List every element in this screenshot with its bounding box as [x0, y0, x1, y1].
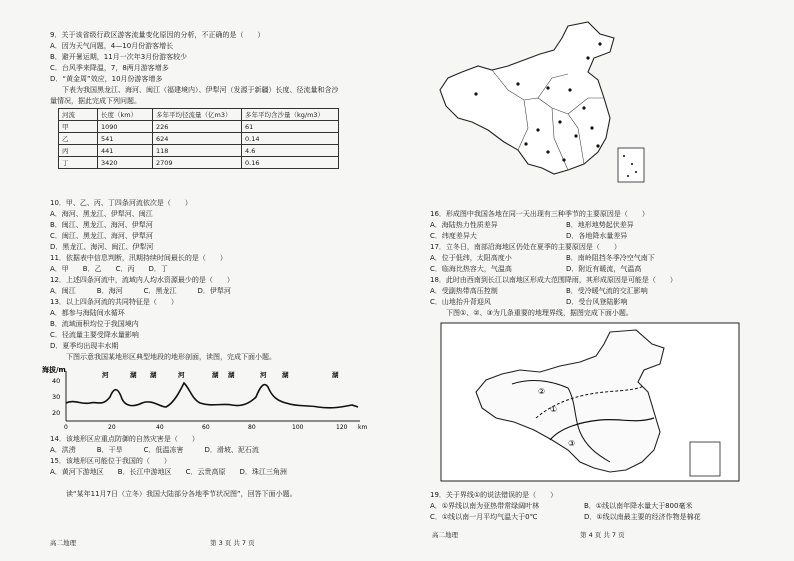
table-cell: 乙 — [59, 133, 98, 145]
q13-stem: 13．以上四条河流的共同特征是（ ） — [50, 298, 178, 306]
q17-option-a: A．位于低纬，太阳高度小 — [430, 254, 512, 262]
table-cell: 3420 — [98, 157, 153, 169]
profile-ytick: 40 — [52, 377, 61, 385]
q14-stem: 14．该地形区应重点防御的自然灾害是（ ） — [50, 435, 199, 443]
profile-ytick: 20 — [52, 409, 61, 417]
footer-page: 第 4 页 共 7 页 — [580, 531, 625, 539]
boundary-label-2: ② — [538, 387, 546, 396]
q19-option-d: D．①线以南最主要的经济作物是棉花 — [584, 513, 701, 521]
river-table — [58, 108, 339, 169]
q9-option-a: A．因为天气问题，4—10月份游客增长 — [50, 42, 174, 50]
profile-label: 湖 — [282, 371, 289, 379]
table-intro-2: 量情况，据此完成下列问题。 — [50, 97, 141, 105]
profile-xtick: 0 — [64, 424, 68, 431]
profile-xtick: 120 — [336, 424, 348, 431]
q16-option-d: D．各地降水量差异 — [566, 232, 628, 240]
table-cell: 4.6 — [242, 145, 339, 157]
table-cell: 0.16 — [242, 157, 339, 169]
boundary-label-3: ③ — [568, 439, 576, 448]
table-cell: 0.14 — [242, 133, 339, 145]
table-header: 长度（km） — [98, 109, 153, 121]
q19-option-c: C．①线以南一月平均气温大于0℃ — [430, 513, 538, 521]
q17-option-b: B．南岭阻挡冬季冷空气南下 — [566, 254, 655, 262]
q9-stem: 9．关于该省级行政区游客流量变化原因的分析，不正确的是（ ） — [50, 31, 265, 39]
profile-label: 湖 — [130, 371, 137, 379]
q10-option-c: C．闽江、黑龙江、海河、伊犁河 — [50, 232, 153, 240]
q9-option-c: C．台风季来降温，7，8两月游客增多 — [50, 64, 169, 72]
profile-xunit: km — [358, 424, 368, 431]
q19-option-b: B．①线以南年降水量大于800毫米 — [584, 502, 693, 510]
q18-stem: 18．此时由西南到长江以南地区形成大范围降雨，其形成原因是可能是（ ） — [430, 276, 677, 284]
table-intro-1: 下表为我国黑龙江、海河、闽江（福建境内）、伊犁河（发源于新疆）长度、径流量和含沙 — [62, 86, 339, 94]
q11-stem: 11．依据表中信息判断，汛期持续时间最长的是（ ） — [50, 254, 227, 262]
footer-page: 第 3 页 共 7 页 — [210, 539, 255, 547]
q13-option-a: A．都参与海陆间水循环 — [50, 309, 125, 317]
profile-xtick: 40 — [156, 424, 164, 431]
q19-option-a: A．①界线以南为亚热带常绿阔叶林 — [430, 502, 540, 510]
q13-option-c: C．径流量主要受降水量影响 — [50, 331, 139, 339]
table-row — [59, 145, 339, 157]
table-row — [59, 121, 339, 133]
q17-stem: 17．立冬日，南部沿海地区仍处在夏季的主要原因是（ ） — [430, 243, 621, 251]
q9-option-b: B．避开暑运期，11月一次年3月份游客较少 — [50, 53, 188, 61]
profile-xtick: 80 — [248, 424, 256, 431]
table-header-row — [59, 109, 339, 121]
footer-subject: 高二地理 — [50, 539, 76, 547]
q17-option-d: D．附近有暖流，气温高 — [566, 265, 642, 273]
table-row — [59, 133, 339, 145]
table-header: 多年平均含沙量（kg/m3） — [242, 109, 339, 121]
boundary-label-1: ① — [550, 405, 558, 414]
table-cell: 2709 — [153, 157, 242, 169]
table-cell: 441 — [98, 145, 153, 157]
q13-option-b: B．流域面积均位于我国境内 — [50, 320, 139, 328]
season-status-map — [428, 18, 658, 193]
q18-option-b: B．受冷暖气流的交汇影响 — [566, 287, 648, 295]
profile-label: 河 — [178, 371, 185, 379]
q16-option-a: A．海陆热力性质差异 — [430, 221, 498, 229]
table-cell: 1090 — [98, 121, 153, 133]
q10-option-b: B．闽江、黑龙江、海河、伊犁河 — [50, 221, 153, 229]
q12-stem: 12．上述四条河流中，流域内人均水资源最少的是（ ） — [50, 276, 234, 284]
table-header: 多年平均径流量（亿m3） — [153, 109, 242, 121]
q10-option-d: D．黑龙江、海河、闽江、伊犁河 — [50, 243, 154, 251]
q16-option-b: B．地形地势起伏差异 — [566, 221, 634, 229]
q13-option-d: D．夏季均出现丰水期 — [50, 342, 119, 350]
table-cell: 118 — [153, 145, 242, 157]
q11-options: A．甲 B．乙 C．丙 D．丁 — [50, 265, 168, 273]
q16-option-c: C．纬度差异大 — [430, 232, 477, 240]
q10-option-a: A．海河、黑龙江、伊犁河、闽江 — [50, 210, 153, 218]
profile-xtick: 60 — [202, 424, 210, 431]
table-header: 河流 — [59, 109, 98, 121]
table-cell: 61 — [242, 121, 339, 133]
q16-stem: 16．形成图中我国各地在同一天出现有三种季节的主要原因是（ ） — [430, 210, 649, 218]
table-cell: 624 — [153, 133, 242, 145]
boundary-map-intro: 下图①、②、③为几条重要的地理界线，据图完成下面小题。 — [446, 309, 633, 317]
q18-option-a: A．受副热带高压控制 — [430, 287, 498, 295]
q15-options: A．黄河下游地区 B．长江中游地区 C．云贵高原 D．珠江三角洲 — [50, 468, 287, 476]
q19-stem: 19．关于界线①的说法错误的是（ ） — [430, 491, 558, 499]
table-cell: 丙 — [59, 145, 98, 157]
q18-option-d: D．受台风登陆影响 — [566, 298, 628, 306]
q18-option-c: C．山地抬升背迎风 — [430, 298, 491, 306]
profile-label: 河 — [102, 371, 109, 379]
table-cell: 541 — [98, 133, 153, 145]
profile-label: 河 — [260, 371, 267, 379]
q17-option-c: C．临海比热容大，气温高 — [430, 265, 512, 273]
profile-label: 湖 — [150, 371, 157, 379]
season-map-note: 读“某年11月7日（立冬）我国大陆部分各地季节状况图”，回答下面小题。 — [66, 490, 297, 498]
profile-ylabel: 海拔/m — [42, 366, 66, 374]
table-cell: 226 — [153, 121, 242, 133]
terrain-profile — [42, 363, 372, 433]
q14-options: A．洪涝 B．干旱 C．低温冻害 D．滑坡、泥石流 — [50, 446, 259, 454]
boundary-map — [440, 322, 740, 482]
profile-xtick: 100 — [292, 424, 304, 431]
table-cell: 丁 — [59, 157, 98, 169]
profile-label: 湖 — [228, 371, 235, 379]
q12-options: A．闽江 B．海河 C．黑龙江 D．伊犁河 — [50, 287, 231, 295]
profile-label: 湖 — [332, 371, 339, 379]
profile-label: 湖 — [212, 371, 219, 379]
profile-ytick: 30 — [52, 393, 61, 401]
q15-stem: 15．该地形区可能位于我国的（ ） — [50, 457, 171, 465]
table-row — [59, 157, 339, 169]
footer-subject: 高二地理 — [432, 531, 458, 539]
table-cell: 甲 — [59, 121, 98, 133]
q9-option-d: D．“黄金周”效应，10月份游客增多 — [50, 75, 163, 83]
profile-line — [66, 383, 358, 408]
profile-xtick: 20 — [108, 424, 116, 431]
profile-intro: 下图示意我国某地形区典型地段的地形剖面，读图，完成下面小题。 — [66, 353, 276, 361]
q10-stem: 10．甲、乙、丙、丁四条河流依次是（ ） — [50, 199, 192, 207]
